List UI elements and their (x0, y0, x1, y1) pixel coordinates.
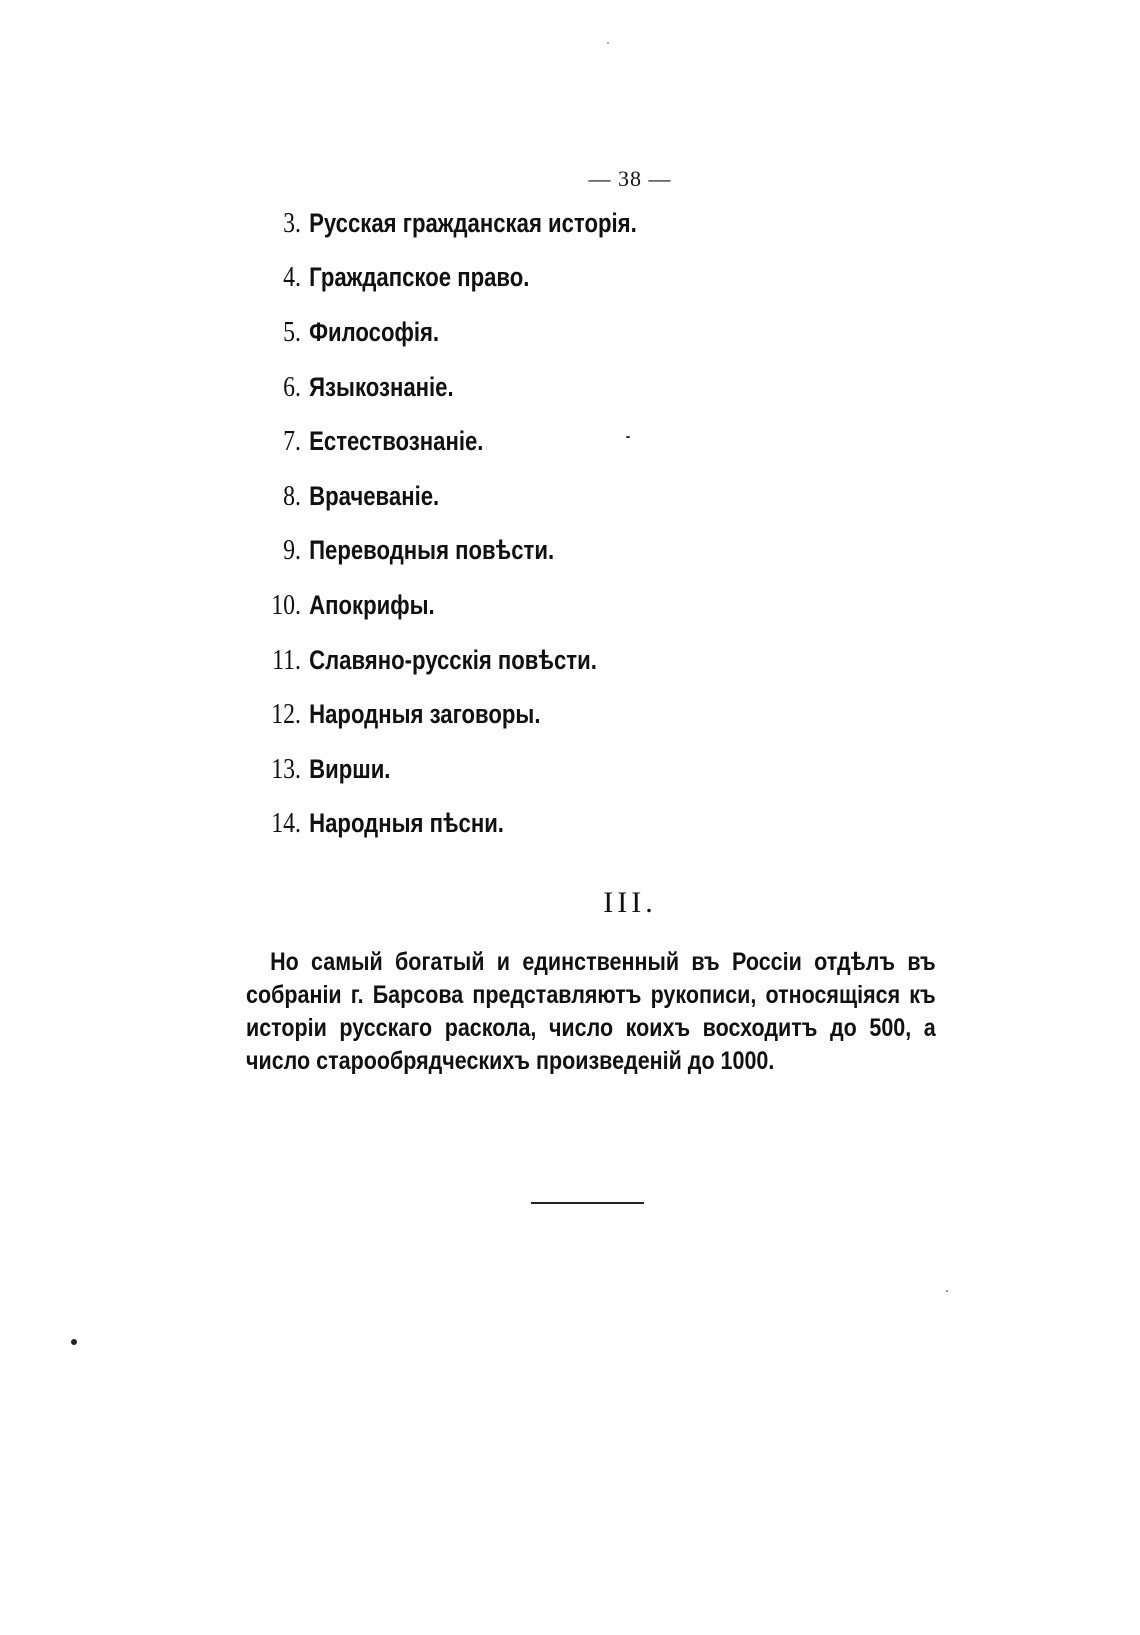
item-number: 10. (271, 588, 301, 621)
item-number: 14. (271, 807, 301, 840)
item-label: Русская гражданская исторія. (309, 207, 637, 238)
item-label: Вирши. (309, 753, 391, 784)
body-paragraph: Но самый богатый и единственный въ Россіи отдѣлъ въ собраніи г. Барсова представляютъ рукописи, относящіяся къ исторіи русскаго раскола, число коихъ восходитъ до 500, а число старообрядческихъ произведеній до 1000. (246, 948, 936, 1075)
scan-speck (71, 1339, 77, 1345)
list-item (255, 633, 714, 688)
list-item (255, 469, 714, 524)
item-number: 9. (283, 534, 301, 567)
item-number: 5. (283, 315, 301, 348)
item-label: Языкознаніе. (309, 371, 454, 402)
list-item (255, 360, 714, 415)
item-number: 8. (283, 479, 301, 512)
list-item (255, 414, 714, 469)
item-label: Граждапское право. (309, 262, 530, 293)
item-number: 7. (283, 425, 301, 458)
list-item (255, 797, 714, 852)
item-label: Естествознаніе. (309, 426, 484, 457)
item-label: Народныя заговоры. (309, 699, 541, 730)
closing-rule (531, 1202, 644, 1204)
page-number: — 38 — (588, 166, 672, 191)
list-item (255, 687, 714, 742)
item-label: Народныя пѣсни. (309, 808, 504, 839)
scan-speck (626, 436, 630, 438)
contents-list (255, 196, 815, 851)
list-item (255, 251, 714, 306)
list-item (255, 524, 714, 579)
item-number: 6. (283, 370, 301, 403)
item-label: Переводныя повѣсти. (309, 535, 555, 566)
scan-speck (946, 1290, 948, 1292)
item-label: Философія. (309, 316, 440, 347)
list-item (255, 305, 714, 360)
list-item (255, 742, 714, 797)
item-label: Апокрифы. (309, 589, 435, 620)
item-number: 11. (272, 643, 301, 676)
list-item (255, 196, 714, 251)
item-number: 13. (271, 752, 301, 785)
item-label: Врачеваніе. (309, 480, 440, 511)
item-number: 12. (271, 698, 301, 731)
item-label: Славяно-русскія повѣсти. (309, 644, 597, 675)
section-heading: III. (603, 886, 657, 919)
scan-speck (607, 42, 609, 44)
item-number: 4. (283, 261, 301, 294)
item-number: 3. (283, 206, 301, 239)
list-item (255, 578, 714, 633)
